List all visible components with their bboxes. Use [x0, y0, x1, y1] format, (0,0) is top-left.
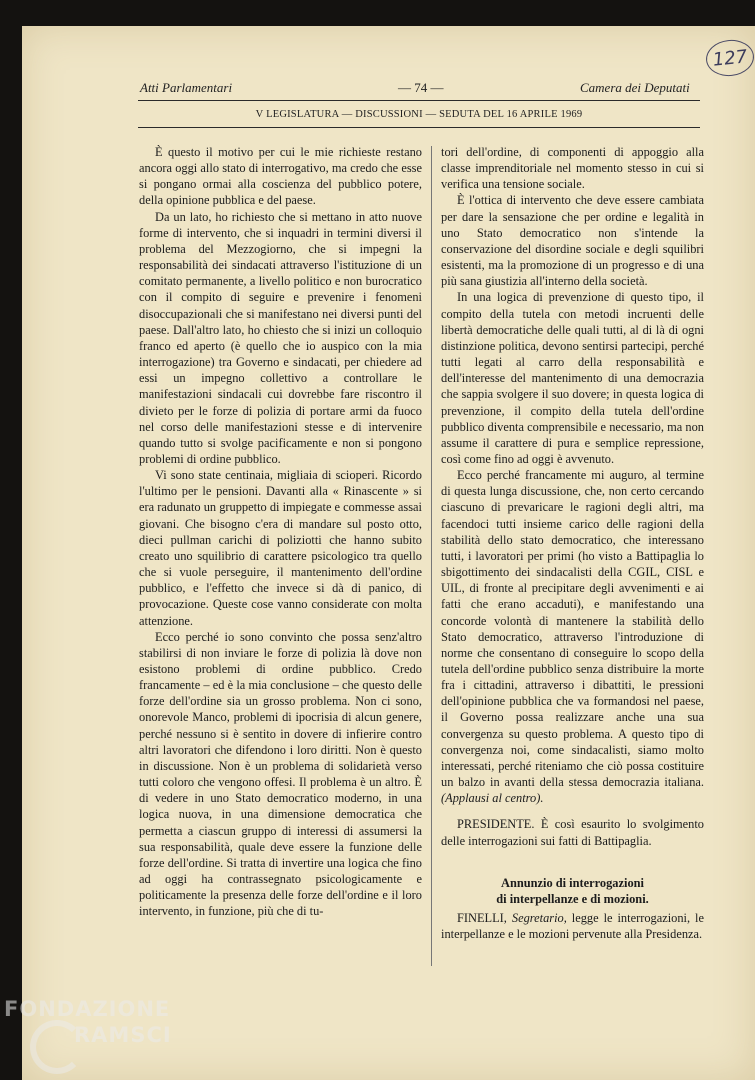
watermark [4, 996, 172, 1048]
speaker-name: PRESIDENTE. [457, 817, 535, 832]
archive-number-stamp: 127 [704, 38, 755, 79]
paragraph: Ecco perché io sono convinto che possa senz'altro stabilirsi di non inviare le forze di polizia là dove non esistono problemi di ordine pubblico. Credo francamente – ed è la mia conclusione – che questo delle forze dell'ordine sia un grosso problema. Non ci sono, onorevole Manco, problemi di ipocrisia di alcun genere, perché nessuno si è sentito in dovere di infierire contro altri lavoratori che difendono i loro diritti. Non è questo in discussione. Non è un problema di solidarietà verso tutti coloro che vengono offesi. Il problema è un altro. È di vedere in uno Stato democratico moderno, in una logica nuova, in una dimensione democratica che permetta a ciascun gruppo di interessi di assumersi la sua responsabilità, quale deve essere la funzione delle forze dell'ordine. Si tratta di invertire una logica che fino ad oggi ha contrassegnato psicologicamente e politicamente la presenza delle forze dell'ordine e il loro intervento, in funzione, più che di tu- [139, 629, 422, 919]
header-rule-bottom [138, 127, 700, 128]
paragraph: tori dell'ordine, di componenti di appoggio alla classe imprenditoriale nel momento stesso in cui si verifica una tensione sociale. [441, 145, 704, 192]
speaker-name: FINELLI, [457, 911, 507, 926]
paragraph [441, 467, 704, 806]
finelli-paragraph [441, 910, 704, 942]
paragraph: Vi sono state centinaia, migliaia di scioperi. Ricordo l'ultimo per le pensioni. Davanti alla « Rinascente » si era radunato un gruppetto di impiegate e commesse assai giovani. Che bisogno c'era di mandare sul posto otto, dieci pullman carichi di poliziotti che hanno subito creato uno squilibrio di carattere psicologico tra quello che si vuole perseguire, il mantenimento dell'ordine pubblico, e l'effetto che invece si dà di panico, di provocazione. Queste cose vanno considerate con molta attenzione. [139, 468, 422, 628]
section-heading-line2: di interpellanze e di mozioni. [496, 891, 649, 906]
paragraph: Da un lato, ho richiesto che si mettano in atto nuove forme di intervento, che si inquadri in termini diversi il problema del Mezzogiorno, che si impegni la responsabilità dei sindacati attraverso l'istituzione di un comitato permanente, a livello politico e non burocratico con il compito di seguire e prevenire i fenomeni disoccupazionali che si manifestano nei diversi punti del paese. Dall'altro lato, ho chiesto che si inizi un colloquio franco ed aperto (è quello che io auspico con la mia interrogazione) tra Governo e sindacati, per chiedere ad essi un impegno collettivo a controllare le manifestazioni sindacali cui dovrebbe fare riscontro il divieto per le forze di polizia di portare armi da fuoco nel corso delle manifestazioni stesse e di intervenire quando tutto si svolge pacificamente e non si pongono problemi di ordine pubblico. [139, 209, 422, 466]
header-rule-top [138, 100, 700, 101]
paragraph: È questo il motivo per cui le mie richieste restano ancora oggi allo stato di interrogativo, ma credo che esse si pongano ormai alla coscienza del pubblico potere, della opinione pubblica e del paese. [139, 145, 422, 208]
paragraph-text: legge le interrogazioni, le interpellanze e le mozioni pervenute alla Presidenza. [441, 911, 704, 942]
column-divider [431, 146, 432, 966]
header-right-title: Camera dei Deputati [580, 80, 690, 95]
session-line: V LEGISLATURA — DISCUSSIONI — SEDUTA DEL 16 APRILE 1969 [255, 109, 583, 120]
right-column [441, 144, 704, 942]
paragraph: In una logica di prevenzione di questo tipo, il compito della tutela con metodi incruenti delle libertà democratiche delle quali tutti, al di là di ogni distinzione politica, devono sentirsi partecipi, perché tutti legati al carro della responsabilità e dell'interesse del mantenimento di una democrazia che sappia svolgere il suo dovere; in questa logica di prevenzione, il compito della tutela dell'ordine pubblico diventa comprensibile e necessario, ma non assume il carattere di pura e semplice repressione, così come fino ad oggi è avvenuto. [441, 290, 704, 466]
watermark-line1: FONDAZIONE [4, 997, 171, 1021]
paragraph: È l'ottica di intervento che deve essere cambiata per dare la sensazione che per ordine e legalità in uno Stato democratico non s'intende la conservazione del disordine sociale e degli squilibri esistenti, ma la promozione di un progresso e di una più sana giustizia all'interno della società. [441, 193, 704, 289]
speaker-role: Segretario, [511, 911, 567, 926]
left-column [139, 144, 422, 920]
header-left-title: Atti Parlamentari [140, 80, 233, 95]
section-heading-line1: Annunzio di interrogazioni [501, 875, 644, 890]
paragraph-text: Ecco perché francamente mi auguro, al termine di questa lunga discussione, che, non certo cercando ciascuno di prevaricare le ragioni degli altri, ma facendoci tutti insieme carico delle ragioni della stabilità dello stato democratico, che interessano tutti, i lavoratori per primi (ho visto a Battipaglia lo sbigottimento dei sindacalisti della CGIL, CISL e UIL, di fronte al precipitare degli avvenimenti e ai fatti che erano accaduti), e manifestando una concorde volontà di mantenere la stabilità dello Stato democratico, attraverso l'introduzione di norme che consentano di conseguire lo scopo della tutela dell'ordine pubblico senza distribuire la morte fra i cittadini, attraverso i dibattiti, le pressioni dell'opinione pubblica che va formandosi nel paese, il Governo possa realizzare anche una sua convergenza su questo problema. A questo tipo di convergenza noi, come sindacalisti, siamo molto interessati, perché riteniamo che ciò possa costituire un balzo in avanti della stessa democrazia italiana. [441, 468, 704, 790]
watermark-line2: RAMSCI [74, 1023, 172, 1047]
applause-note: (Applausi al centro). [441, 791, 544, 806]
president-paragraph [441, 816, 704, 848]
paragraph-text: È così esaurito lo svolgimento delle interrogazioni sui fatti di Battipaglia. [441, 817, 704, 848]
header-page-number: — 74 — [398, 80, 444, 95]
